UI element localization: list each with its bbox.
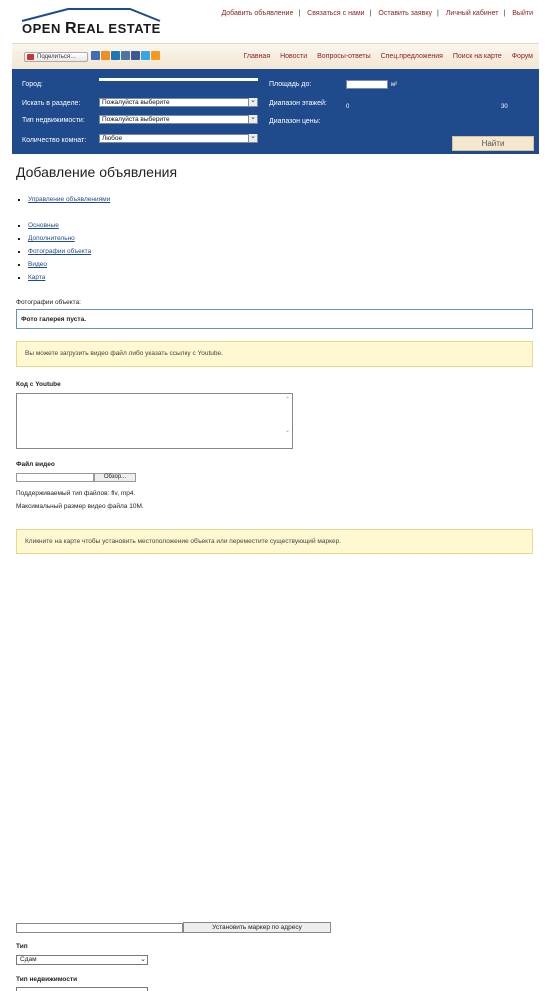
realty-type-select[interactable] [16, 987, 148, 991]
max-size: Максимальный размер видео файла 10М. [16, 503, 144, 510]
share-button[interactable]: Поделиться… [24, 52, 88, 62]
nav-faq[interactable]: Вопросы-ответы [317, 53, 371, 60]
map-notice: Кликните на карте чтобы установить местоположение объекта или переместите существующий маркер. [16, 529, 533, 554]
type-select[interactable]: Пожалуйста выберите ⌄ [99, 115, 258, 124]
account-link[interactable]: Личный кабинет [445, 10, 499, 17]
youtube-label: Код с Youtube [16, 381, 61, 388]
tab-map[interactable]: Карта [28, 274, 46, 281]
nav-map-search[interactable]: Поиск на карте [452, 53, 502, 60]
logo-text: OPEN REAL ESTATE [22, 20, 161, 37]
youtube-code-textarea[interactable] [16, 393, 293, 449]
logout-link[interactable]: Выйти [512, 10, 533, 17]
rooms-select[interactable]: Любое ⌄ [99, 134, 258, 143]
browse-button[interactable]: Обзор... [94, 473, 136, 482]
floors-label: Диапазон этажей: [269, 100, 327, 107]
twitter-icon[interactable] [141, 51, 150, 60]
social-icons [91, 51, 160, 60]
nav-special-offers[interactable]: Спец.предложения [380, 53, 443, 60]
deal-type-label: Тип [16, 943, 28, 950]
address-input[interactable] [16, 923, 183, 933]
type-label: Тип недвижимости: [22, 117, 85, 124]
video-file-input[interactable] [16, 473, 94, 482]
list-item [16, 235, 91, 248]
video-file-label: Файл видео [16, 461, 55, 468]
list-item [16, 196, 110, 209]
set-marker-button[interactable]: Установить маркер по адресу [183, 922, 331, 933]
share-icon [27, 54, 34, 60]
page-title: Добавление объявления [16, 164, 178, 180]
city-input[interactable] [99, 78, 258, 81]
map-area[interactable] [16, 560, 533, 915]
main-nav [235, 53, 533, 60]
odnoklassniki-icon[interactable] [151, 51, 160, 60]
top-links: Добавить объявление | Связаться с нами | Оставить заявку | Личный кабинет | Выйти [221, 10, 533, 17]
deal-type-select[interactable]: Сдам ⌄ [16, 955, 148, 965]
list-item [16, 222, 91, 235]
add-listing-link[interactable]: Добавить объявление [221, 10, 294, 17]
realty-type-label: Тип недвижимости [16, 976, 78, 983]
floor-max: 30 [501, 104, 508, 110]
section-select[interactable]: Пожалуйста выберите ⌄ [99, 98, 258, 107]
manage-list [16, 196, 110, 209]
photos-label: Фотографии объекта: [16, 299, 81, 306]
tab-video[interactable]: Видео [28, 261, 47, 268]
nav-news[interactable]: Новости [280, 53, 308, 60]
video-notice: Вы можете загрузить видео файл либо указать ссылку с Youtube. [16, 341, 533, 367]
area-label: Площадь до: [269, 81, 312, 88]
chevron-down-icon: ⌄ [140, 956, 146, 963]
area-unit: м² [391, 82, 398, 88]
tab-additional[interactable]: Дополнительно [28, 235, 75, 242]
contact-link[interactable]: Связаться с нами [307, 10, 365, 17]
area-input[interactable] [346, 80, 388, 89]
linkedin-icon[interactable] [111, 51, 120, 60]
mailru-icon[interactable] [101, 51, 110, 60]
floor-min: 0 [346, 104, 350, 110]
photo-gallery: Фото галерея пуста. [16, 309, 533, 329]
list-item [16, 248, 91, 261]
list-item [16, 274, 91, 287]
rooms-label: Количество комнат: [22, 137, 87, 144]
search-panel [12, 69, 539, 154]
price-label: Диапазон цены: [269, 118, 321, 125]
textarea-scrollbar[interactable]: ⌃ ⌄ [284, 397, 291, 434]
site-logo[interactable] [20, 6, 166, 36]
vk-icon[interactable] [121, 51, 130, 60]
nav-home[interactable]: Главная [243, 53, 271, 60]
city-label: Город: [22, 81, 43, 88]
section-label: Искать в разделе: [22, 100, 81, 107]
navbar [12, 43, 539, 69]
facebook-icon[interactable] [131, 51, 140, 60]
livejournal-icon[interactable] [91, 51, 100, 60]
find-button[interactable]: Найти [452, 136, 534, 151]
supported-types: Поддерживаемый тип файлов: flv, mp4. [16, 490, 136, 497]
nav-forum[interactable]: Форум [511, 53, 533, 60]
tab-basic[interactable]: Основные [28, 222, 59, 229]
tab-list [16, 222, 91, 287]
manage-listings-link[interactable]: Управление объявлениями [28, 196, 111, 203]
leave-request-link[interactable]: Оставить заявку [378, 10, 433, 17]
tab-photos[interactable]: Фотографии объекта [28, 248, 92, 255]
list-item [16, 261, 91, 274]
